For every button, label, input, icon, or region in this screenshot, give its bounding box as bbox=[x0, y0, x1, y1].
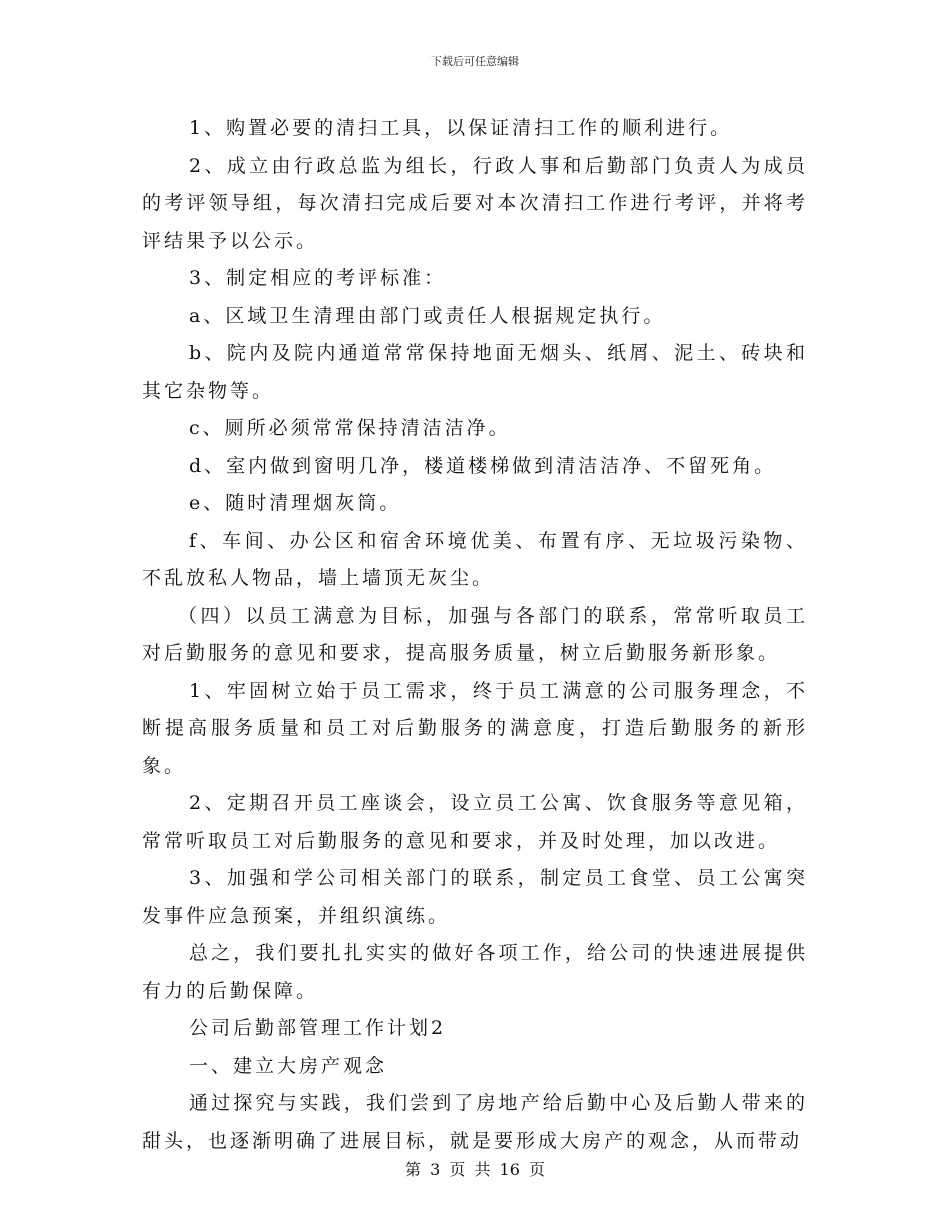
paragraph-item-1: 1、购置必要的清扫工具，以保证清扫工作的顺利进行。 bbox=[189, 117, 733, 139]
section-four-item-1: 1、牢固树立始于员工需求，终于员工满意的公司服务理念，不断提高服务质量和员工对后勤服务的满意度，打造后勤服务的新形象。 bbox=[142, 679, 808, 777]
paragraph-item-3: 3、制定相应的考评标准： bbox=[189, 267, 447, 289]
section-four-item-2: 2、定期召开员工座谈会，设立员工公寓、饮食服务等意见箱，常常听取员工对后勤服务的意见和要求，并及时处理，加以改进。 bbox=[142, 792, 808, 852]
plan-2-section-1-body: 通过探究与实践，我们尝到了房地产给后勤中心及后勤人带来的甜头，也逐渐明确了进展目标，就是要形成大房产的观念，从而带动 bbox=[142, 1092, 808, 1152]
page-header-note: 下载后可任意编辑 bbox=[431, 55, 519, 68]
criterion-c: c、厕所必须常常保持清洁洁净。 bbox=[189, 417, 511, 439]
summary-paragraph: 总之，我们要扎扎实实的做好各项工作，给公司的快速进展提供有力的后勤保障。 bbox=[142, 942, 808, 1002]
criterion-f: f、车间、办公区和宿舍环境优美、布置有序、无垃圾污染物、不乱放私人物品，墙上墙顶无灰尘。 bbox=[142, 529, 808, 589]
page-number: 第 3 页 共 16 页 bbox=[405, 1160, 545, 1179]
criterion-e: e、随时清理烟灰筒。 bbox=[189, 492, 402, 514]
paragraph-item-2: 2、成立由行政总监为组长，行政人事和后勤部门负责人为成员的考评领导组，每次清扫完成后要对本次清扫工作进行考评，并将考评结果予以公示。 bbox=[142, 154, 808, 252]
document-body bbox=[142, 110, 808, 1160]
plan-2-title: 公司后勤部管理工作计划2 bbox=[189, 1017, 447, 1039]
criterion-a: a、区域卫生清理由部门或责任人根据规定执行。 bbox=[189, 304, 666, 327]
criterion-d: d、室内做到窗明几净，楼道楼梯做到清洁洁净、不留死角。 bbox=[189, 454, 777, 477]
criterion-b: b、院内及院内通道常常保持地面无烟头、纸屑、泥土、砖块和其它杂物等。 bbox=[142, 342, 808, 402]
section-four-heading: （四）以员工满意为目标，加强与各部门的联系，常常听取员工对后勤服务的意见和要求，提高服务质量，树立后勤服务新形象。 bbox=[142, 604, 808, 664]
section-four-item-3: 3、加强和学公司相关部门的联系，制定员工食堂、员工公寓突发事件应急预案，并组织演练。 bbox=[142, 867, 808, 927]
plan-2-section-1-heading: 一、建立大房产观念 bbox=[189, 1054, 388, 1077]
